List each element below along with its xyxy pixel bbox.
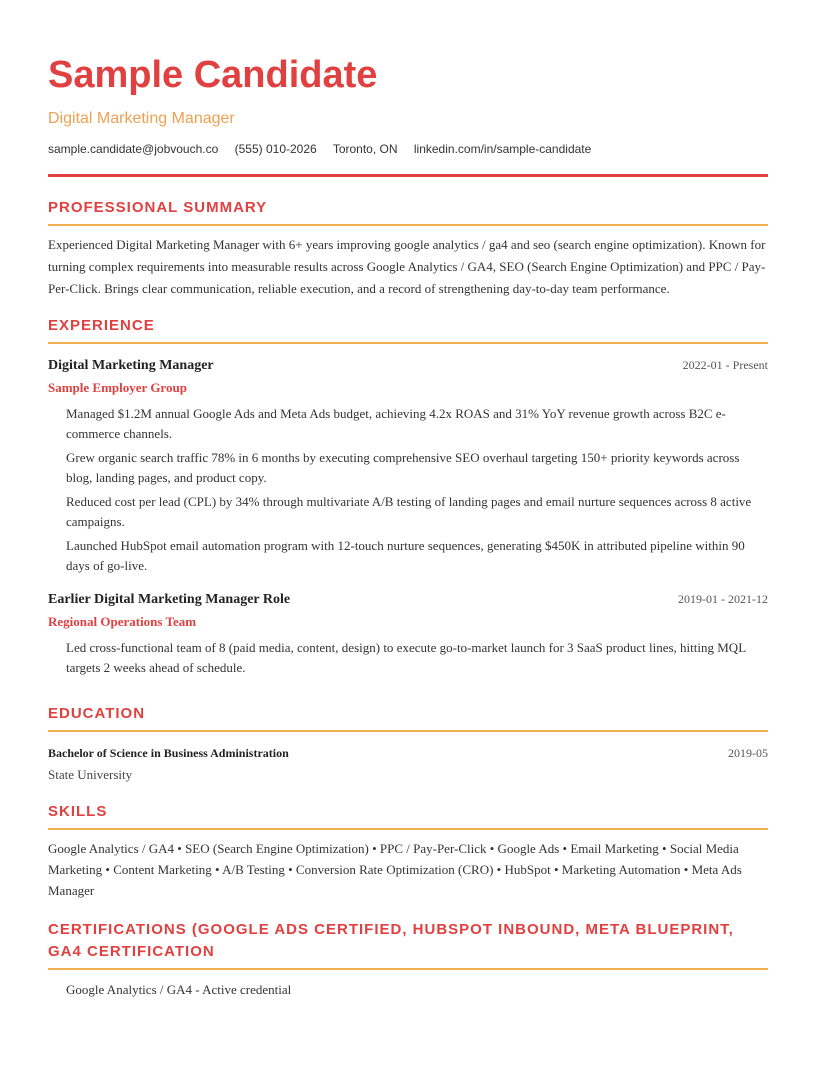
job-bullets — [48, 404, 768, 576]
candidate-name: Sample Candidate — [48, 54, 378, 96]
education-section — [48, 703, 768, 785]
job-title: Earlier Digital Marketing Manager Role — [48, 592, 291, 607]
job-bullet: Launched HubSpot email automation program with 12-touch nurture sequences, generating $450K in attributed pipeline within 90 days of go-live. — [66, 538, 745, 573]
experience-section — [48, 315, 768, 682]
degree: Bachelor of Science in Business Administration — [48, 746, 289, 760]
job-entry — [48, 590, 768, 678]
job-bullets — [48, 638, 768, 678]
contact-phone: (555) 010-2026 — [234, 142, 317, 156]
summary-section — [48, 197, 768, 300]
job-dates: 2019-01 - 2021-12 — [678, 592, 768, 606]
skills-text: Google Analytics / GA4 • SEO (Search Engine Optimization) • PPC / Pay-Per-Click • Google Ads • Email Marketing • Social Media Marketing • Content Marketing • A/B Testing • Conversion Rate Optimization (CRO) • HubSpot • Marketing Automation • Meta Ads Manager — [48, 841, 742, 898]
job-dates: 2022-01 - Present — [682, 358, 768, 372]
certifications-section — [48, 919, 768, 1004]
job-bullet: Reduced cost per lead (CPL) by 34% through multivariate A/B testing of landing pages and email nurture sequences across 8 active campaigns. — [66, 494, 752, 529]
job-employer: Regional Operations Team — [48, 614, 197, 629]
contact-line — [48, 141, 604, 157]
skills-section — [48, 801, 768, 901]
graduation-date: 2019-05 — [728, 746, 768, 760]
experience-heading: EXPERIENCE — [48, 315, 768, 344]
job-entry — [48, 356, 768, 576]
contact-email: sample.candidate@jobvouch.co — [48, 142, 219, 156]
job-bullet: Led cross-functional team of 8 (paid media, content, design) to execute go-to-market launch for 3 SaaS product lines, hitting MQL targets 2 weeks ahead of schedule. — [66, 640, 746, 675]
skills-heading: SKILLS — [48, 801, 768, 830]
education-entry — [48, 744, 768, 785]
job-employer: Sample Employer Group — [48, 380, 187, 395]
job-bullet: Grew organic search traffic 78% in 6 months by executing comprehensive SEO overhaul targeting 150+ priority keywords across blog, landing pages, and product copy. — [66, 450, 740, 485]
job-title: Digital Marketing Manager — [48, 358, 214, 373]
header-divider — [48, 174, 768, 177]
education-heading: EDUCATION — [48, 703, 768, 732]
summary-text: Experienced Digital Marketing Manager with 6+ years improving google analytics / ga4 and seo (search engine optimization). Known for turning complex requirements into measurable results across Google Analytics / GA4, SEO (Search Engine Optimization) and PPC / Pay-Per-Click. Brings clear communication, reliable execution, and a record of strengthening day-to-day team performance. — [48, 237, 766, 296]
school: State University — [48, 767, 133, 782]
contact-linkedin: linkedin.com/in/sample-candidate — [413, 142, 592, 156]
job-bullet: Managed $1.2M annual Google Ads and Meta Ads budget, achieving 4.2x ROAS and 31% YoY revenue growth across B2C e-commerce channels. — [66, 406, 726, 441]
contact-location: Toronto, ON — [332, 142, 398, 156]
certification-list — [48, 980, 768, 1000]
certifications-heading: CERTIFICATIONS (GOOGLE ADS CERTIFIED, HUBSPOT INBOUND, META BLUEPRINT, GA4 CERTIFICATION — [48, 919, 768, 970]
summary-heading: PROFESSIONAL SUMMARY — [48, 197, 768, 226]
certification-item: Google Analytics / GA4 - Active credential — [66, 982, 292, 997]
candidate-title: Digital Marketing Manager — [48, 110, 235, 127]
